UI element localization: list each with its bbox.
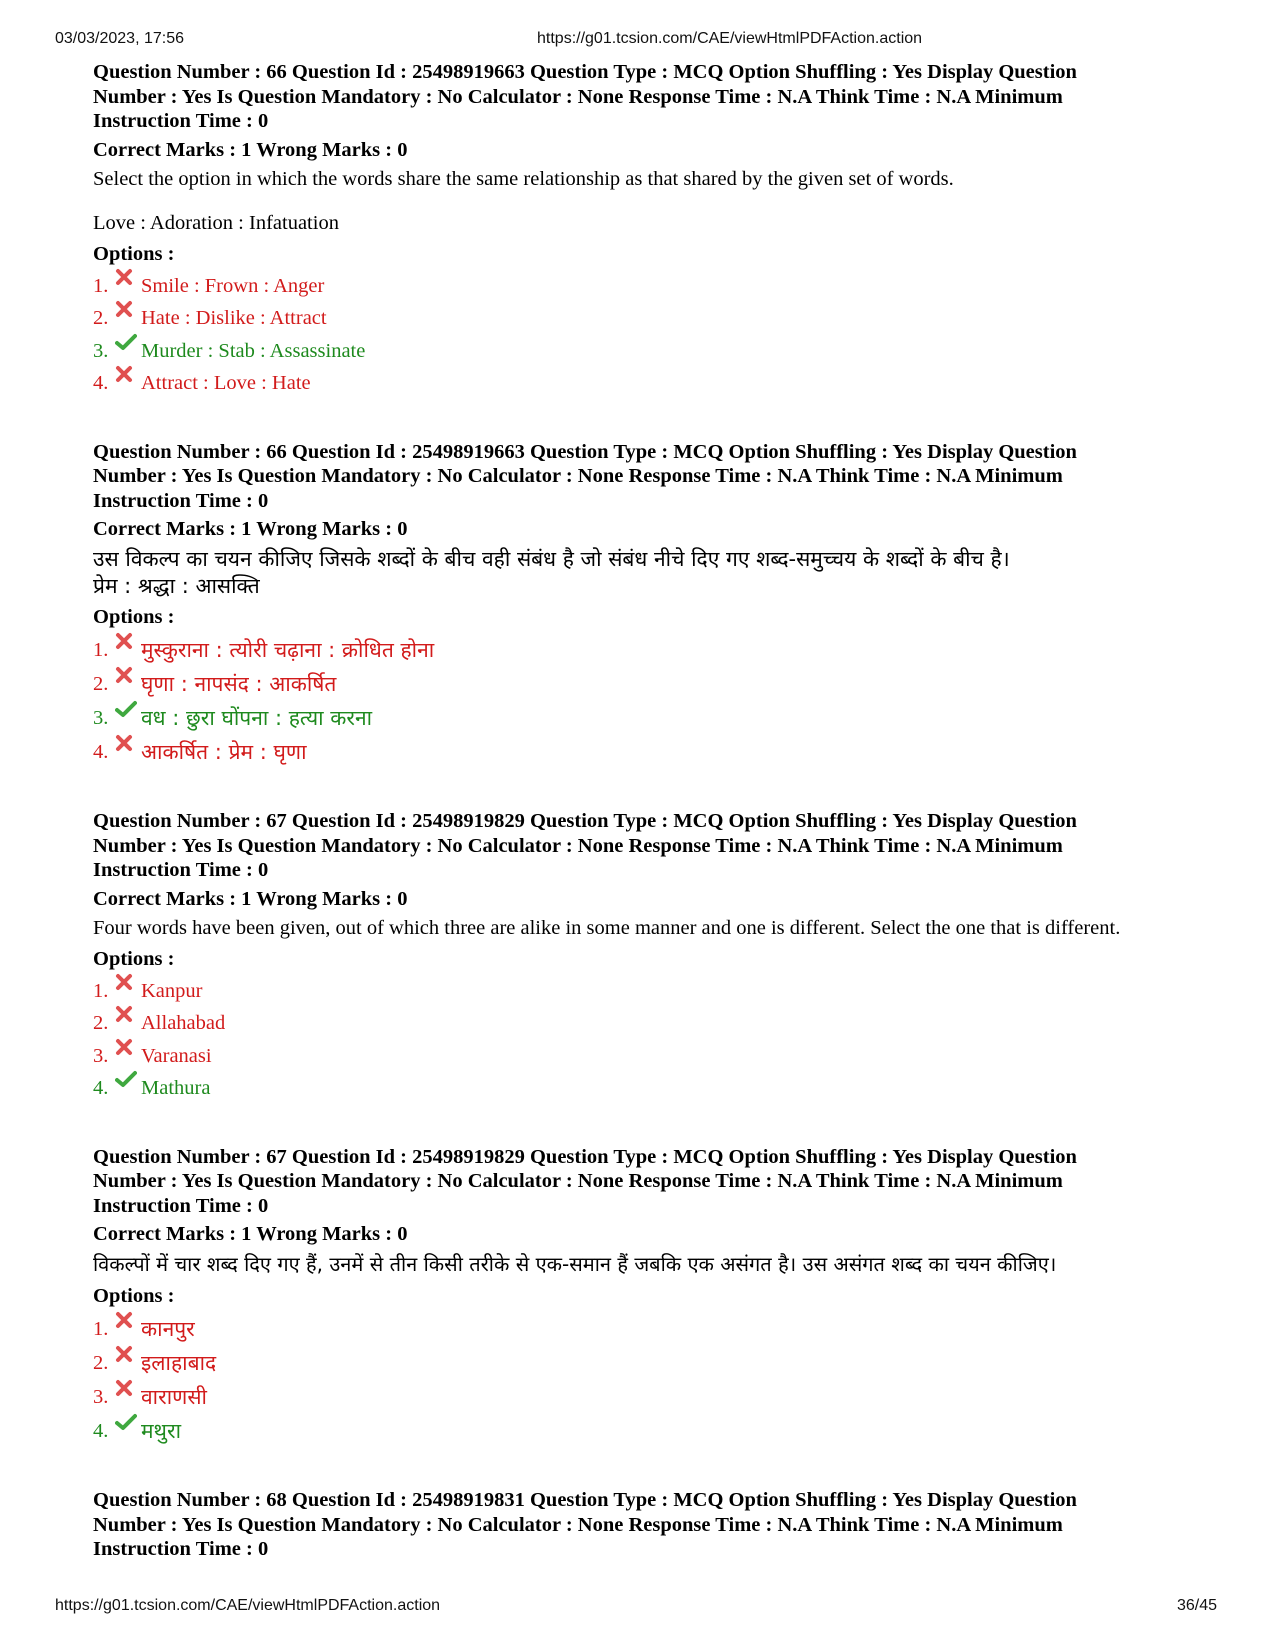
option-text: आकर्षित : प्रेम : घृणा	[141, 740, 307, 764]
option-text: Mathura	[141, 1077, 211, 1099]
option-text: Hate : Dislike : Attract	[141, 307, 327, 329]
checkmark-icon	[115, 333, 141, 357]
options-label: Options :	[93, 947, 175, 970]
option-item	[93, 1414, 1213, 1448]
question-block-68-en	[93, 1488, 1213, 1562]
cross-icon	[115, 1345, 141, 1369]
option-text: कानपुर	[141, 1317, 195, 1341]
marks-info: Correct Marks : 1 Wrong Marks : 0	[93, 887, 408, 910]
meta-line: Instruction Time : 0	[93, 110, 269, 132]
option-text: मथुरा	[141, 1419, 182, 1443]
footer-url: https://g01.tcsion.com/CAE/viewHtmlPDFAction.action	[55, 1597, 441, 1614]
question-text: विकल्पों में चार शब्द दिए गए हैं, उनमें से तीन किसी तरीके से एक-समान हैं जबकि एक असंगत है। उस असंगत शब्द का चयन कीजिए।	[93, 1252, 1057, 1276]
meta-line: Number : Yes Is Question Mandatory : No Calculator : None Response Time : N.A Think Time : N.A Minimum	[93, 465, 1063, 487]
meta-line: Instruction Time : 0	[93, 859, 269, 881]
question-meta	[93, 440, 1213, 514]
print-url: https://g01.tcsion.com/CAE/viewHtmlPDFAction.action	[537, 30, 923, 47]
option-number: 4.	[93, 1420, 109, 1442]
option-item	[93, 667, 1213, 701]
meta-line: Question Number : 67 Question Id : 25498919829 Question Type : MCQ Option Shuffling : Yes Display Question	[93, 1145, 1077, 1168]
option-number: 2.	[93, 673, 109, 695]
question-block-66-en	[93, 60, 1213, 400]
question-block-66-hi	[93, 440, 1213, 770]
meta-line: Instruction Time : 0	[93, 1538, 269, 1560]
question-meta	[93, 60, 1213, 134]
option-item	[93, 1072, 1213, 1105]
option-number: 2.	[93, 1352, 109, 1374]
option-number: 1.	[93, 1318, 109, 1340]
options-label: Options :	[93, 1285, 175, 1307]
option-item	[93, 1346, 1213, 1380]
option-item	[93, 701, 1213, 735]
option-text: वाराणसी	[141, 1385, 207, 1409]
option-text: Murder : Stab : Assassinate	[141, 339, 366, 362]
cross-icon	[115, 1005, 141, 1029]
option-number: 3.	[93, 1386, 109, 1408]
checkmark-icon	[115, 700, 141, 724]
meta-line: Question Number : 66 Question Id : 25498919663 Question Type : MCQ Option Shuffling : Yes Display Question	[93, 440, 1077, 463]
option-item	[93, 367, 1213, 400]
question-block-67-en	[93, 809, 1213, 1105]
cross-icon	[115, 1311, 141, 1335]
cross-icon	[115, 973, 141, 997]
option-number: 2.	[93, 307, 109, 329]
option-number: 3.	[93, 1044, 109, 1067]
option-text: Varanasi	[141, 1044, 212, 1067]
option-text: Kanpur	[141, 979, 203, 1002]
option-number: 2.	[93, 1012, 109, 1034]
cross-icon	[115, 1038, 141, 1062]
cross-icon	[115, 268, 141, 292]
question-subtext: Love : Adoration : Infatuation	[93, 211, 339, 234]
option-text: मुस्कुराना : त्योरी चढ़ाना : क्रोधित होना	[141, 638, 435, 662]
option-item	[93, 1380, 1213, 1414]
print-datetime: 03/03/2023, 17:56	[55, 30, 185, 47]
meta-line: Question Number : 66 Question Id : 25498919663 Question Type : MCQ Option Shuffling : Yes Display Question	[93, 61, 1077, 83]
option-text: Smile : Frown : Anger	[141, 274, 325, 297]
option-number: 1.	[93, 639, 109, 661]
question-text: Select the option in which the words share the same relationship as that shared by the given set of words.	[93, 167, 954, 190]
option-item	[93, 1007, 1213, 1040]
option-item	[93, 270, 1213, 303]
checkmark-icon	[115, 1413, 141, 1437]
option-item	[93, 975, 1213, 1008]
option-item	[93, 633, 1213, 667]
meta-line: Question Number : 68 Question Id : 25498919831 Question Type : MCQ Option Shuffling : Yes Display Question	[93, 1489, 1077, 1511]
cross-icon	[115, 734, 141, 758]
page-number: 36/45	[1177, 1597, 1218, 1614]
option-number: 1.	[93, 274, 109, 297]
question-paper-content	[93, 60, 1213, 1602]
meta-line: Number : Yes Is Question Mandatory : No Calculator : None Response Time : N.A Think Time : N.A Minimum	[93, 85, 1063, 108]
option-text: Attract : Love : Hate	[141, 372, 311, 394]
option-number: 4.	[93, 1077, 109, 1099]
option-item	[93, 1312, 1213, 1346]
meta-line: Instruction Time : 0	[93, 1194, 269, 1217]
question-meta	[93, 1488, 1213, 1562]
options-list	[93, 1312, 1213, 1448]
options-label: Options :	[93, 242, 175, 265]
question-block-67-hi	[93, 1145, 1213, 1449]
option-text: वध : छुरा घोंपना : हत्या करना	[141, 706, 373, 730]
option-item	[93, 335, 1213, 368]
question-meta	[93, 1145, 1213, 1219]
option-text: इलाहाबाद	[141, 1351, 217, 1375]
checkmark-icon	[115, 1070, 141, 1094]
meta-line: Question Number : 67 Question Id : 25498919829 Question Type : MCQ Option Shuffling : Yes Display Question	[93, 810, 1077, 832]
marks-info: Correct Marks : 1 Wrong Marks : 0	[93, 518, 408, 540]
option-number: 4.	[93, 741, 109, 763]
meta-line: Number : Yes Is Question Mandatory : No Calculator : None Response Time : N.A Think Time : N.A Minimum	[93, 834, 1063, 857]
option-number: 3.	[93, 339, 109, 362]
question-text: Four words have been given, out of which three are alike in some manner and one is different. Select the one that is different.	[93, 916, 1121, 939]
question-meta	[93, 809, 1213, 883]
options-list	[93, 633, 1213, 769]
cross-icon	[115, 1379, 141, 1403]
option-text: Allahabad	[141, 1012, 226, 1034]
marks-info: Correct Marks : 1 Wrong Marks : 0	[93, 1223, 408, 1245]
option-number: 1.	[93, 979, 109, 1002]
cross-icon	[115, 300, 141, 324]
meta-line: Instruction Time : 0	[93, 489, 269, 512]
options-label: Options :	[93, 606, 175, 628]
cross-icon	[115, 666, 141, 690]
question-subtext: प्रेम : श्रद्धा : आसक्ति	[93, 574, 260, 598]
option-number: 4.	[93, 372, 109, 394]
meta-line: Number : Yes Is Question Mandatory : No Calculator : None Response Time : N.A Think Time : N.A Minimum	[93, 1513, 1063, 1536]
meta-line: Number : Yes Is Question Mandatory : No Calculator : None Response Time : N.A Think Time : N.A Minimum	[93, 1170, 1063, 1192]
cross-icon	[115, 632, 141, 656]
option-item	[93, 1040, 1213, 1073]
question-text: उस विकल्प का चयन कीजिए जिसके शब्दों के बीच वही संबंध है जो संबंध नीचे दिए गए शब्द-समुच्चय के शब्दों के बीच है।	[93, 547, 1010, 571]
option-item	[93, 302, 1213, 335]
option-text: घृणा : नापसंद : आकर्षित	[141, 672, 337, 696]
options-list	[93, 270, 1213, 400]
options-list	[93, 975, 1213, 1105]
option-number: 3.	[93, 707, 109, 729]
marks-info: Correct Marks : 1 Wrong Marks : 0	[93, 138, 408, 161]
cross-icon	[115, 365, 141, 389]
option-item	[93, 735, 1213, 769]
